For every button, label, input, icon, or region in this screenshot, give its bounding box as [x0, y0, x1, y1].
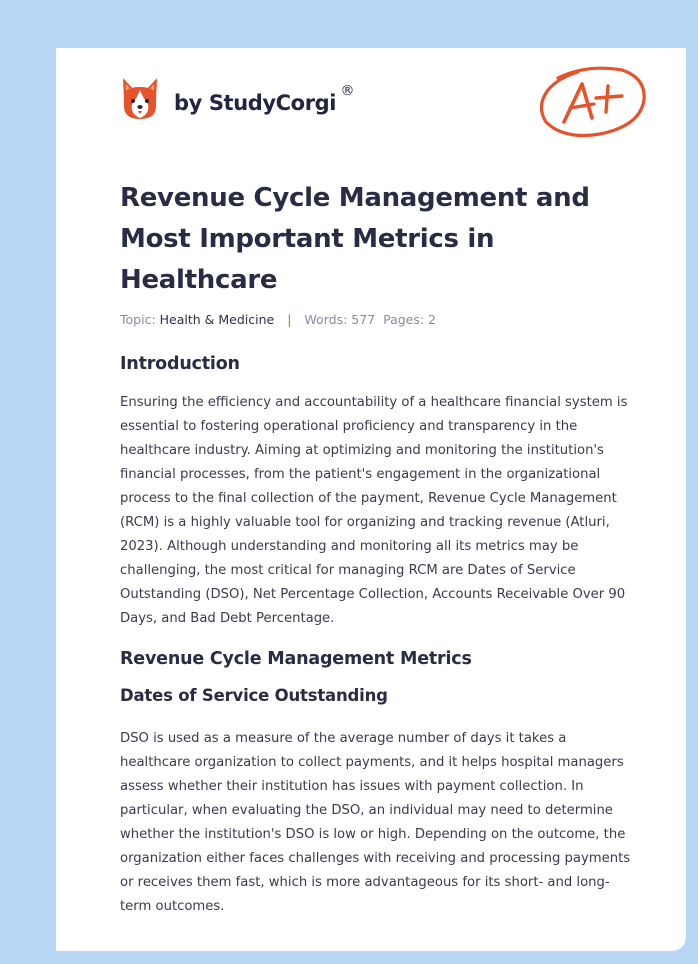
corgi-logo-icon[interactable] [120, 76, 160, 122]
topic-label: Topic: [120, 312, 156, 327]
brand-name[interactable] [174, 83, 355, 115]
document-title: Revenue Cycle Management and Most Important Metrics in Healthcare [120, 183, 590, 295]
document-meta [120, 312, 436, 327]
page-count: Pages: 2 [383, 312, 437, 327]
registered-mark: ® [340, 83, 355, 99]
intro-heading: Introduction [120, 354, 240, 374]
word-count: Words: 577 [304, 312, 376, 327]
meta-separator: | [287, 312, 292, 327]
dso-paragraph: DSO is used as a measure of the average number of days it takes a healthcare organization to collect payments, and it helps hospital managers assess whether their institution has issues with payment collection. In particular, when evaluating the DSO, an individual may need to determine whether the institution's DSO is low or high. Depending on the outcome, the organization either faces challenges with receiving and processing payments or receives them fast, which is more advantageous for its short- and long-term outcomes. [120, 731, 631, 914]
a-plus-badge-icon [538, 60, 648, 142]
intro-paragraph: Ensuring the efficiency and accountability of a healthcare financial system is essential to fostering operational proficiency and transparency in the healthcare industry. Aiming at optimizing and monitoring the institution's financial processes, from the patient's engagement in the organizational process to the final collection of the payment, Revenue Cycle Management (RCM) is a highly valuable tool for organizing and tracking revenue (Atluri, 2023). Although understanding and monitoring all its metrics may be challenging, the most critical for managing RCM are Dates of Service Outstanding (DSO), Net Percentage Collection, Accounts Receivable Over 90 Days, and Bad Debt Percentage. [120, 395, 628, 626]
document-page [56, 48, 686, 951]
brand-header [120, 76, 355, 122]
brand-name-text: by StudyCorgi [174, 91, 337, 115]
topic-value-link[interactable]: Health & Medicine [159, 312, 275, 327]
metrics-heading: Revenue Cycle Management Metrics [120, 649, 472, 669]
dso-heading: Dates of Service Outstanding [120, 686, 388, 705]
